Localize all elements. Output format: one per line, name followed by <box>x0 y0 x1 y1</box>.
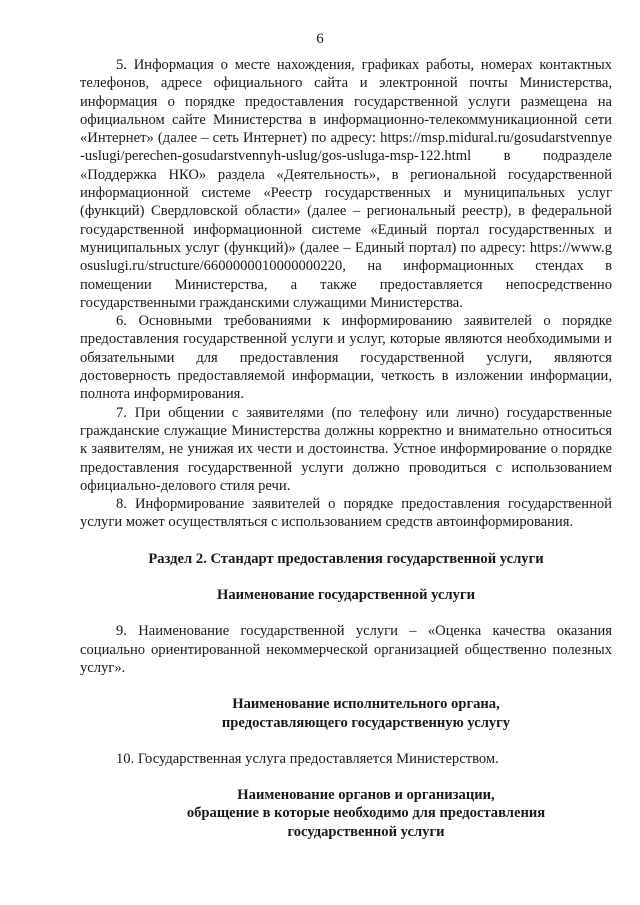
paragraph-5-text-3: , на информационных стендах в помещении Министерства, а также предоставляется непосредственно государственными гражданскими служащими Министерства. <box>80 258 612 311</box>
paragraph-5 <box>80 56 612 312</box>
executive-body-heading-line-2: предоставляющего государственную услугу <box>221 714 511 731</box>
paragraph-9: 9. Наименование государственной услуги – «Оценка качества оказания социально ориентированной некоммерческой организацией общественно полезных услуг». <box>80 623 612 676</box>
document-body <box>80 56 612 841</box>
section-2-heading: Раздел 2. Стандарт предоставления государственной услуги <box>148 550 544 567</box>
service-name-heading: Наименование государственной услуги <box>217 587 475 604</box>
paragraph-6: 6. Основными требованиями к информированию заявителей о порядке предоставления государственной услуги и услуг, которые являются необходимыми и обязательными для предоставления государственной услуги, являются достоверность предоставляемой информации, четкость в изложении информации, полнота информирования. <box>80 313 612 403</box>
page-number: 6 <box>316 31 324 47</box>
organizations-heading <box>80 786 612 841</box>
executive-body-heading-line-1: Наименование исполнительного органа, <box>232 696 500 713</box>
paragraph-10: 10. Государственная услуга предоставляется Министерством. <box>116 750 499 767</box>
executive-body-heading <box>80 695 612 732</box>
paragraph-8: 8. Информирование заявителей о порядке предоставления государственной услуги может осуществляться с использованием средств автоинформирования. <box>80 496 612 531</box>
ministry-website-link: https://msp.midural.ru/gosudarstvennye-uslugi/perechen-gosudarstvennyh-uslug/gos-usluga-msp-122.html <box>80 130 612 165</box>
gosuslugi-link: https://www.gosuslugi.ru/structure/6600000010000000220 <box>80 239 612 275</box>
organizations-heading-line-3: государственной услуги <box>287 823 445 840</box>
paragraph-5-text-2: в подразделе «Поддержка НКО» раздела «Деятельность», в региональной государственной информационной системе «Реестр государственных и муниципальных услуг (функций) Свердловской области» (далее – региональный реестр), в федеральной государственной информационной системе «Единый портал государственных и муниципальных услуг (функций)» (далее – Единый портал) по адресу: <box>80 148 612 256</box>
paragraph-7: 7. При общении с заявителями (по телефону или лично) государственные гражданские служащие Министерства должны корректно и внимательно относиться к заявителям, не унижая их чести и достоинства. Устное информирование о порядке предоставления государственной услуги должно проводиться с использованием официально-делового стиля речи. <box>80 404 612 494</box>
organizations-heading-line-2: обращение в которые необходимо для предоставления <box>186 805 546 822</box>
paragraph-5-text-1: 5. Информация о месте нахождения, графиках работы, номерах контактных телефонов, адресе официального сайта и электронной почты Министерства, информация о порядке предоставления государственной услуги размещена на официальном сайте Министерства в информационно-телекоммуникационной сети «Интернет» (далее – сеть Интернет) по адресу: <box>80 57 612 147</box>
organizations-heading-line-1: Наименование органов и организации, <box>237 787 495 804</box>
